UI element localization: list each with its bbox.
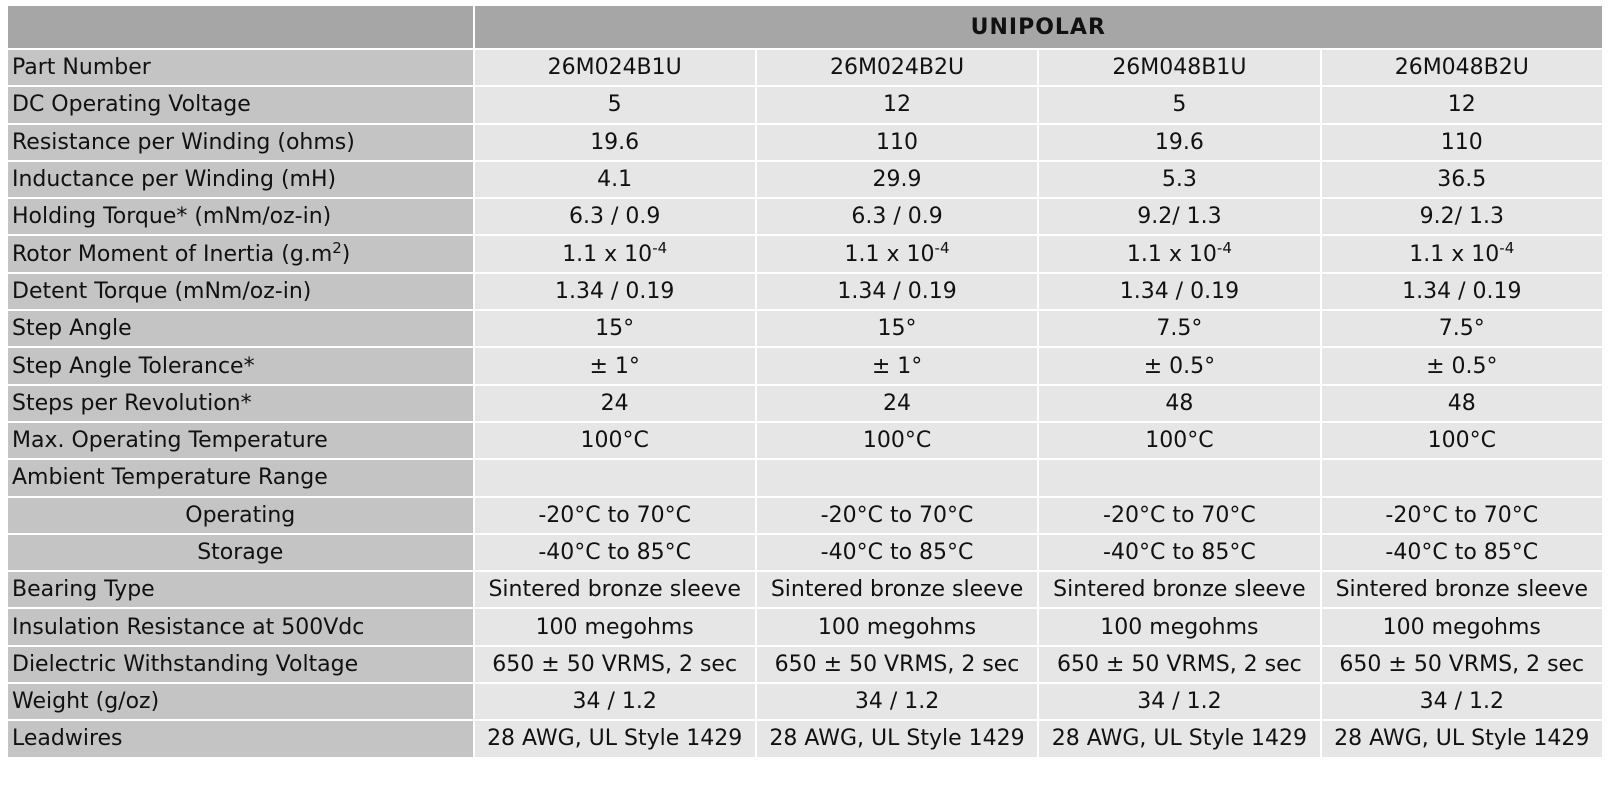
value-cell (1322, 87, 1602, 122)
value-text: -20°C to 70°C (538, 502, 692, 528)
value-cell (757, 498, 1037, 533)
value-cell (1039, 199, 1319, 234)
value-text: 28 AWG, UL Style 1429 (1334, 726, 1590, 752)
table-row (8, 609, 1602, 644)
value-text: 12 (883, 92, 912, 118)
value-text: 48 (1447, 390, 1476, 416)
value-text: 5 (1172, 92, 1187, 118)
table-row (8, 274, 1602, 309)
value-text: 26M024B2U (829, 55, 965, 81)
table-row (8, 162, 1602, 197)
row-label-text: Bearing Type (12, 577, 155, 603)
value-text: 26M048B1U (1112, 55, 1247, 81)
row-label (8, 311, 473, 346)
value-text: -40°C to 85°C (1103, 540, 1256, 565)
row-label (8, 199, 473, 234)
value-cell (757, 162, 1037, 197)
value-cell (1322, 311, 1602, 346)
row-label (8, 162, 473, 197)
table-row (8, 460, 1602, 495)
value-cell (1322, 423, 1602, 458)
value-text: 6.3 / 0.9 (851, 204, 943, 230)
row-label (8, 50, 473, 85)
row-label-text: Rotor Moment of Inertia (g.m (12, 241, 333, 267)
value-cell (475, 684, 755, 719)
value-cell (1322, 125, 1602, 160)
value-text: -20°C to 70°C (1385, 502, 1539, 528)
value-cell (1039, 386, 1319, 421)
value-text: 28 AWG, UL Style 1429 (1051, 726, 1307, 752)
value-cell (1322, 236, 1602, 271)
value-cell (1039, 423, 1319, 458)
row-label (8, 348, 473, 383)
value-cell (475, 386, 755, 421)
table-row (8, 236, 1602, 271)
value-cell (475, 125, 755, 160)
value-text: 650 ± 50 VRMS, 2 sec (492, 651, 738, 677)
row-label-superscript: 2 (332, 238, 342, 257)
row-label-text: Dielectric Withstanding Voltage (12, 651, 359, 677)
value-text: 36.5 (1437, 167, 1487, 193)
value-text: -20°C to 70°C (1103, 502, 1256, 528)
value-text: 100°C (862, 428, 932, 454)
row-label-text: Max. Operating Temperature (12, 428, 328, 454)
value-text: 34 / 1.2 (572, 689, 657, 715)
value-cell (1039, 721, 1319, 756)
value-text: 100 megohms (817, 614, 977, 640)
value-text: 4.1 (597, 167, 633, 193)
value-text: 26M048B2U (1394, 55, 1529, 81)
value-cell (757, 311, 1037, 346)
value-cell (1322, 647, 1602, 682)
value-text: 7.5° (1438, 316, 1485, 342)
value-cell (757, 386, 1037, 421)
value-cell (475, 236, 755, 271)
value-text: Sintered bronze sleeve (488, 577, 741, 603)
value-cell (1322, 684, 1602, 719)
value-cell (475, 721, 755, 756)
value-cell (757, 236, 1037, 271)
value-cell (1322, 162, 1602, 197)
value-cell (757, 50, 1037, 85)
value-text: 100°C (580, 428, 649, 454)
value-cell (757, 460, 1037, 495)
table-row (8, 647, 1602, 682)
value-cell (757, 535, 1037, 570)
value-cell (475, 162, 755, 197)
value-cell (1322, 50, 1602, 85)
value-cell (1039, 162, 1319, 197)
header-empty-cell (8, 6, 473, 48)
value-text: 26M024B1U (547, 55, 682, 81)
value-text: 110 (1440, 129, 1483, 155)
row-label (8, 498, 473, 533)
value-cell (1039, 609, 1319, 644)
value-cell (757, 274, 1037, 309)
value-cell (1039, 460, 1319, 495)
row-label (8, 647, 473, 682)
value-superscript: -4 (934, 238, 950, 257)
value-text: 28 AWG, UL Style 1429 (769, 726, 1025, 752)
row-label-text: Steps per Revolution* (12, 390, 252, 416)
header-row (8, 6, 1602, 48)
value-cell (1039, 311, 1319, 346)
table-row (8, 50, 1602, 85)
value-text: ± 1° (589, 353, 640, 379)
value-text: Sintered bronze sleeve (1053, 577, 1306, 603)
value-cell (475, 87, 755, 122)
table-row (8, 498, 1602, 533)
value-text: 19.6 (590, 129, 640, 155)
table-row (8, 535, 1602, 570)
value-text: 1.1 x 10 (1126, 241, 1217, 267)
row-label-text: Resistance per Winding (ohms) (12, 129, 355, 155)
row-label-text: Inductance per Winding (mH) (12, 167, 337, 193)
row-label-text: Insulation Resistance at 500Vdc (12, 614, 365, 640)
value-text: -40°C to 85°C (538, 540, 692, 565)
value-superscript: -4 (1499, 238, 1515, 257)
value-cell (757, 684, 1037, 719)
table-row (8, 721, 1602, 756)
value-text: 12 (1447, 92, 1476, 118)
value-cell (1322, 572, 1602, 607)
value-text: 650 ± 50 VRMS, 2 sec (774, 651, 1020, 677)
value-text: Sintered bronze sleeve (770, 577, 1024, 603)
value-text: 1.34 / 0.19 (837, 278, 957, 304)
table-row (8, 423, 1602, 458)
value-cell (1322, 386, 1602, 421)
value-text: 100°C (1145, 428, 1214, 454)
value-text: 5.3 (1161, 167, 1197, 193)
value-cell (757, 423, 1037, 458)
row-label (8, 460, 473, 495)
value-cell (757, 199, 1037, 234)
value-cell (475, 609, 755, 644)
row-label (8, 609, 473, 644)
row-label-text: Step Angle (12, 316, 132, 342)
table-row (8, 386, 1602, 421)
value-cell (1322, 609, 1602, 644)
value-text: 7.5° (1156, 316, 1203, 342)
value-text: ± 1° (871, 353, 923, 379)
value-text: 100 megohms (1100, 614, 1259, 640)
value-cell (475, 498, 755, 533)
value-text: 1.1 x 10 (1409, 241, 1500, 267)
table-row (8, 684, 1602, 719)
value-cell (1322, 721, 1602, 756)
row-label-text: Step Angle Tolerance* (12, 353, 255, 379)
value-cell (475, 199, 755, 234)
value-text: 24 (600, 390, 629, 416)
value-cell (475, 274, 755, 309)
value-text: 650 ± 50 VRMS, 2 sec (1057, 651, 1302, 677)
value-text: Sintered bronze sleeve (1335, 577, 1589, 603)
value-cell (1039, 125, 1319, 160)
spec-table (6, 4, 1604, 759)
value-cell (475, 460, 755, 495)
value-cell (757, 609, 1037, 644)
row-label (8, 423, 473, 458)
value-text: 5 (607, 92, 622, 118)
value-cell (475, 572, 755, 607)
value-text: 1.34 / 0.19 (1119, 278, 1240, 304)
spec-body (8, 50, 1602, 757)
value-text: 9.2/ 1.3 (1419, 204, 1504, 230)
value-text: 24 (883, 390, 912, 416)
value-text: 15° (877, 316, 917, 342)
row-label (8, 87, 473, 122)
value-cell (757, 721, 1037, 756)
value-text: 34 / 1.2 (1137, 689, 1222, 715)
row-label-text: Leadwires (12, 726, 123, 752)
table-row (8, 311, 1602, 346)
value-cell (1039, 647, 1319, 682)
table-row (8, 87, 1602, 122)
value-cell (1322, 348, 1602, 383)
value-text: 15° (595, 316, 635, 342)
value-text: 1.34 / 0.19 (1402, 278, 1522, 304)
group-header: UNIPOLAR (475, 6, 1603, 48)
value-text: 100 megohms (535, 614, 694, 640)
row-label-text: Part Number (12, 55, 151, 81)
value-cell (1039, 274, 1319, 309)
footnote-fragment (30, 800, 430, 808)
value-cell (1322, 199, 1602, 234)
value-cell (475, 348, 755, 383)
value-text: 48 (1165, 390, 1194, 416)
value-cell (475, 423, 755, 458)
value-text: 1.1 x 10 (844, 241, 935, 267)
value-superscript: -4 (1216, 238, 1232, 257)
value-cell (475, 50, 755, 85)
value-cell (1039, 348, 1319, 383)
value-cell (475, 535, 755, 570)
row-label (8, 572, 473, 607)
table-row (8, 199, 1602, 234)
value-cell (1039, 535, 1319, 570)
value-cell (757, 572, 1037, 607)
value-cell (757, 87, 1037, 122)
value-cell (1039, 50, 1319, 85)
row-label (8, 274, 473, 309)
value-cell (475, 311, 755, 346)
value-cell (1039, 684, 1319, 719)
value-cell (1322, 498, 1602, 533)
value-cell (1039, 572, 1319, 607)
value-text: 9.2/ 1.3 (1137, 204, 1222, 230)
row-label (8, 535, 473, 570)
table-row (8, 125, 1602, 160)
value-text: 6.3 / 0.9 (568, 204, 661, 230)
value-text: 1.34 / 0.19 (554, 278, 675, 304)
row-label-text: Detent Torque (mNm/oz-in) (12, 278, 312, 304)
row-label-text: Storage (197, 540, 284, 565)
row-label (8, 386, 473, 421)
value-text: 1.1 x 10 (562, 241, 653, 267)
value-text: -20°C to 70°C (820, 502, 974, 528)
value-text: ± 0.5° (1426, 353, 1498, 379)
value-text: 100 megohms (1382, 614, 1541, 640)
row-label-text: DC Operating Voltage (12, 92, 251, 118)
value-cell (1039, 236, 1319, 271)
value-superscript: -4 (652, 238, 668, 257)
row-label (8, 236, 473, 271)
value-cell (475, 647, 755, 682)
value-text: 29.9 (872, 167, 922, 193)
row-label-text: Holding Torque* (mNm/oz-in) (12, 204, 332, 230)
value-text: 650 ± 50 VRMS, 2 sec (1339, 651, 1585, 677)
value-text: -40°C to 85°C (820, 540, 974, 565)
value-text: 19.6 (1154, 129, 1204, 155)
value-cell (1322, 535, 1602, 570)
value-text: 34 / 1.2 (854, 689, 940, 715)
value-cell (1322, 274, 1602, 309)
row-label (8, 684, 473, 719)
value-cell (757, 125, 1037, 160)
table-row (8, 572, 1602, 607)
value-text: ± 0.5° (1143, 353, 1216, 379)
row-label-text: Operating (185, 502, 296, 528)
value-cell (1322, 460, 1602, 495)
row-label-text: Ambient Temperature Range (12, 465, 328, 491)
value-cell (757, 348, 1037, 383)
value-cell (1039, 498, 1319, 533)
value-text: 100°C (1427, 428, 1496, 454)
row-label (8, 125, 473, 160)
row-label-text: Weight (g/oz) (12, 689, 160, 715)
value-text: 34 / 1.2 (1419, 689, 1504, 715)
value-cell (1039, 87, 1319, 122)
table-row (8, 348, 1602, 383)
value-text: -40°C to 85°C (1385, 540, 1539, 565)
value-cell (757, 647, 1037, 682)
row-label-suffix: ) (341, 241, 351, 267)
row-label (8, 721, 473, 756)
value-text: 110 (876, 129, 919, 155)
value-text: 28 AWG, UL Style 1429 (487, 726, 743, 752)
